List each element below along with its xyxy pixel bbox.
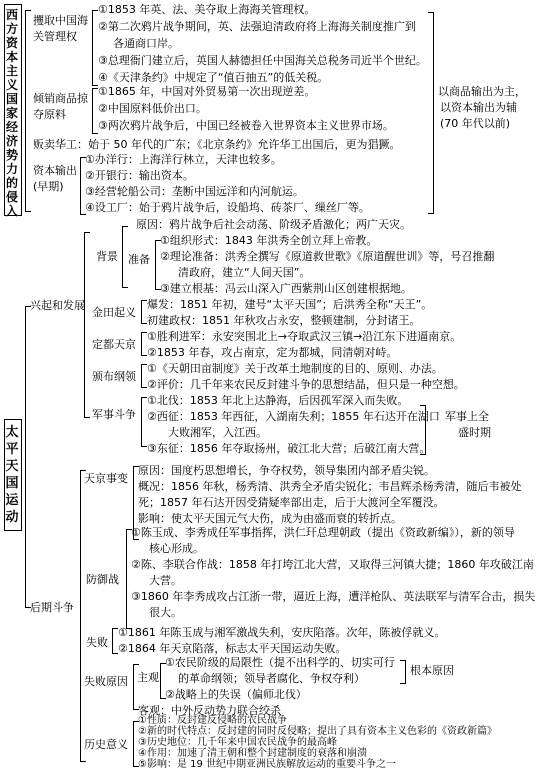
significance-item: ①性质：反封建反侵略的农民战争 xyxy=(138,715,287,726)
military-item: ①北伐：1853 年北上达静海，后因孤军深入而失败。 xyxy=(147,394,409,407)
programs-item: ②评价：几千年来农民反封建斗争的思想结晶，但只是一种空想。 xyxy=(147,378,465,391)
defense-item: 很大。 xyxy=(149,606,182,619)
defense-item: 核心形成。 xyxy=(149,542,204,555)
reasons-label: 失败原因 xyxy=(84,675,128,688)
section2-title: 太 平 天 国 运 动 xyxy=(5,425,19,525)
customs-item: 各通商口岸。 xyxy=(113,37,179,50)
defense-item: ②陈、李联合作战：1858 年打垮江北大营，又取得三河镇大捷；1860 年攻破江南 xyxy=(131,558,534,571)
jintian-label: 金田起义 xyxy=(92,306,136,319)
rise-label: 兴起和发展 xyxy=(30,299,85,312)
military-item: ③东征：1856 年夺取扬州，破江北大营；后破江南大营。 xyxy=(147,442,431,455)
background-cause: 原因：鸦片战争后社会动荡、阶级矛盾激化；两广天灾。 xyxy=(136,218,411,231)
later-label: 后期斗争 xyxy=(30,601,74,614)
incident-label: 天京事变 xyxy=(84,472,128,485)
summary-line: (70 年代以前) xyxy=(440,117,511,130)
summary-line: 以资本输出为辅 xyxy=(440,101,517,114)
significance-item: ④作用：加速了清王朝和整个封建制度的衰落和崩溃 xyxy=(138,748,367,759)
main-item: ②战略上的失误（偏师北伐） xyxy=(165,688,307,701)
significance-item: ⑤影响：是 19 世纪中期亚洲民族解放运动的重要斗争之一 xyxy=(138,759,397,770)
failure-item: ①1861 年陈玉成与湘军激战失利，安庆陷落。次年，陈被俘就义。 xyxy=(118,626,446,639)
objective: 客观：中外反动势力联合绞杀 xyxy=(138,704,281,717)
peak-label: 盛时期 xyxy=(458,426,491,439)
background-label: 背景 xyxy=(96,250,118,263)
defense-label: 防御战 xyxy=(86,573,119,586)
capital-def-item: ②1853 年春，攻占南京，定为都城，同清朝对峙。 xyxy=(147,346,398,359)
prep-item: 清政府，建立“人间天国”。 xyxy=(178,266,311,279)
peak-bracket xyxy=(420,405,426,455)
summary-line: 以商品输出为主， xyxy=(438,85,526,98)
customs-item: ②第二次鸦片战争期间，英、法强迫清政府将上海海关制度推广到 xyxy=(98,20,416,33)
capital-item: ①办洋行：上海洋行林立，天津也较多。 xyxy=(85,153,282,166)
defense-item: 大营。 xyxy=(149,574,182,587)
capital-item: ④设工厂：始于鸦片战争后，设船坞、砖茶厂、缫丝厂等。 xyxy=(85,201,370,214)
customs-heading-2: 关管理权 xyxy=(33,30,77,43)
programs-item: ①《天朝田亩制度》关于改革土地制度的目的、原则、办法。 xyxy=(147,362,443,375)
root-label: 根本原因 xyxy=(410,664,454,677)
prep-item: ①组织形式：1843 年洪秀全创立拜上帝教。 xyxy=(160,234,378,247)
labor-trade: 贩卖华工：始于 50 年代的广东；《北京条约》允许华工出国后，更为猖獗。 xyxy=(33,138,401,151)
significance-item: ③历史地位：几千年来中国农民战争的最高峰 xyxy=(138,737,337,748)
peak-label: 军事上全 xyxy=(445,410,489,423)
section2-bracket xyxy=(25,306,31,608)
capital-def-item: ①胜利进军：永安突围北上→夺取武汉三镇→沿江东下进逼南京。 xyxy=(147,330,462,343)
goods-item: ①1865 年，中国对外贸易第一次出现逆差。 xyxy=(98,85,316,98)
prep-item: ③建立根基：冯云山深入广西紫荆山区创建根据地。 xyxy=(160,282,412,295)
goods-heading-1: 倾销商品掠 xyxy=(33,92,88,105)
jintian-item: 爆发：1851 年初，建号“太平天国”；后洪秀全称“天王”。 xyxy=(147,298,433,311)
military-item: ②西征：1853 年西征，入湖南失利；1855 年石达开在湖口 xyxy=(147,410,440,423)
capital-item: ②开银行：输出资本。 xyxy=(85,169,194,182)
customs-item: ④《天津条约》中规定了“值百抽五”的低关税。 xyxy=(98,71,329,84)
capital-def-label: 定都天京 xyxy=(92,338,136,351)
main-item: 的革命纲领；领导者腐化、争权夺利） xyxy=(178,672,365,685)
military-item: 大败湘军，入江西。 xyxy=(168,426,267,439)
section1-bracket xyxy=(25,10,31,212)
customs-heading-1: 攫取中国海 xyxy=(33,14,88,27)
defense-item: ①陈玉成、李秀成任军事指挥，洪仁玕总理朝政（提出《资政新编》），新的领导 xyxy=(131,526,515,539)
customs-item: ③总理衙门建立后，英国人赫德担任中国海关总税务司近半个世纪。 xyxy=(98,54,427,67)
defense-bracket xyxy=(126,529,132,629)
programs-label: 颁布纲领 xyxy=(92,370,136,383)
capital-heading-1: 资本输出 xyxy=(33,164,77,177)
significance-label: 历史意义 xyxy=(84,738,128,751)
goods-item: ③两次鸦片战争后，中国已经被卷入世界资本主义世界市场。 xyxy=(98,119,394,132)
incident-item: 死；1857 年石达开因受猜疑率部出走，后于大渡河全军覆没。 xyxy=(138,496,445,509)
capital-item: ③经营轮船公司：垄断中国远洋和内河航运。 xyxy=(85,185,304,198)
customs-item: ①1853 年英、法、美夺取上海海关管理权。 xyxy=(98,3,316,16)
main-item: ①农民阶级的局限性（提不出科学的、切实可行 xyxy=(165,656,395,669)
incident-item: 概况：1856 年秋，杨秀清、洪秀全矛盾尖锐化；韦昌辉杀杨秀清，随后韦被处 xyxy=(138,480,522,493)
root-bracket xyxy=(400,660,406,684)
prep-item: ②理论准备：洪秀全撰写《原道救世歌》《原道醒世训》等，号召推翻 xyxy=(160,250,495,263)
prep-label: 准备 xyxy=(128,253,150,266)
capital-heading-2: (早期) xyxy=(33,180,64,193)
failure-label: 失败 xyxy=(86,636,108,649)
section1-title: 西 方 资 本 主 义 国 家 经 济 势 力 的 侵 入 xyxy=(5,8,18,218)
military-label: 军事斗争 xyxy=(92,408,136,421)
later-bracket xyxy=(80,470,86,762)
significance-item: ②新的时代特点：反封建的同时反侵略；提出了具有资本主义色彩的《资政新篇》 xyxy=(138,726,497,737)
jintian-item: 初建政权：1851 年秋攻占永安，整顿建制，分封诸王。 xyxy=(147,314,421,327)
main-label: 主观 xyxy=(137,671,159,684)
incident-item: 原因：国度朽思想增长，争夺权势，领导集团内部矛盾尖锐。 xyxy=(138,464,435,477)
defense-item: ③1860 年李秀成攻占江浙一带，逼近上海，遭洋枪队、英法联军与清军合击，损失 xyxy=(131,590,536,603)
goods-heading-2: 夺原料 xyxy=(33,108,66,121)
summary-bracket xyxy=(428,12,434,214)
rise-bracket xyxy=(84,232,90,418)
goods-item: ②中国原料低价出口。 xyxy=(98,102,207,115)
incident-item: 影响：使太平天国元气大伤，成为由盛而衰的转折点。 xyxy=(138,512,402,525)
failure-item: ②1864 年天京陷落，标志太平天国运动失败。 xyxy=(118,642,347,655)
